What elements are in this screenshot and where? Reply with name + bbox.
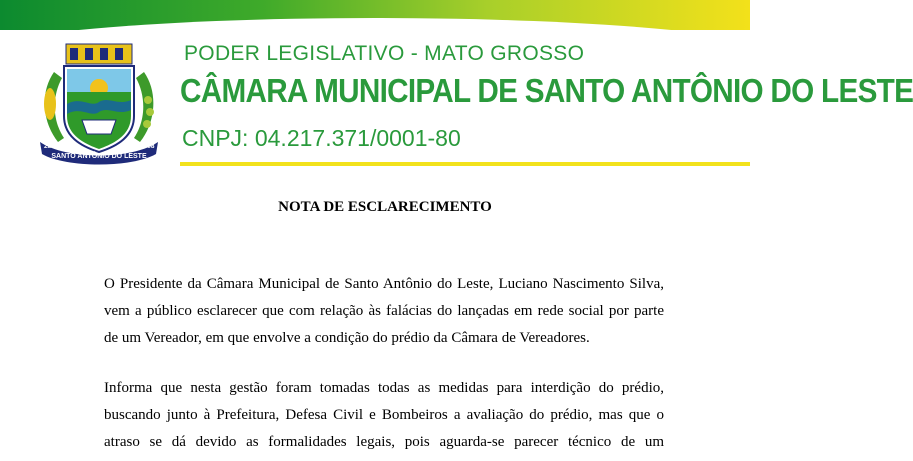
paragraph-line: vem a público esclarecer que com relação às falácias do lançadas em rede social por parte	[104, 303, 664, 319]
crest-date-text: 28.01	[44, 143, 61, 150]
crest-ribbon-text: SANTO ANTÔNIO DO LESTE	[51, 153, 147, 160]
paragraph-line: de um Vereador, em que envolve a condição do prédio da Câmara de Vereadores.	[104, 330, 590, 346]
paragraph-line: O Presidente da Câmara Municipal de Santo Antônio do Leste, Luciano Nascimento Silva,	[104, 276, 664, 292]
crest-year-text: 1998	[140, 143, 155, 150]
document-title: NOTA DE ESCLARECIMENTO	[278, 199, 492, 215]
paragraph-line: Informa que nesta gestão foram tomadas todas as medidas para interdição do prédio,	[104, 380, 664, 396]
header-divider	[180, 162, 750, 166]
paragraph-line: atraso se dá devido as formalidades legais, pois aguarda-se parecer técnico de um	[104, 434, 664, 450]
paragraph-1	[104, 271, 664, 352]
header-institution-line: PODER LEGISLATIVO - MATO GROSSO	[184, 42, 585, 65]
paragraph-2	[104, 375, 664, 456]
paragraph-line: buscando junto à Prefeitura, Defesa Civil e Bombeiros a avaliação do prédio, mas que o	[104, 407, 664, 423]
municipal-coat-of-arms	[36, 42, 162, 170]
header-cnpj: CNPJ: 04.217.371/0001-80	[182, 125, 461, 151]
header-chamber-name: CÂMARA MUNICIPAL DE SANTO ANTÔNIO DO LESTE	[180, 72, 913, 109]
